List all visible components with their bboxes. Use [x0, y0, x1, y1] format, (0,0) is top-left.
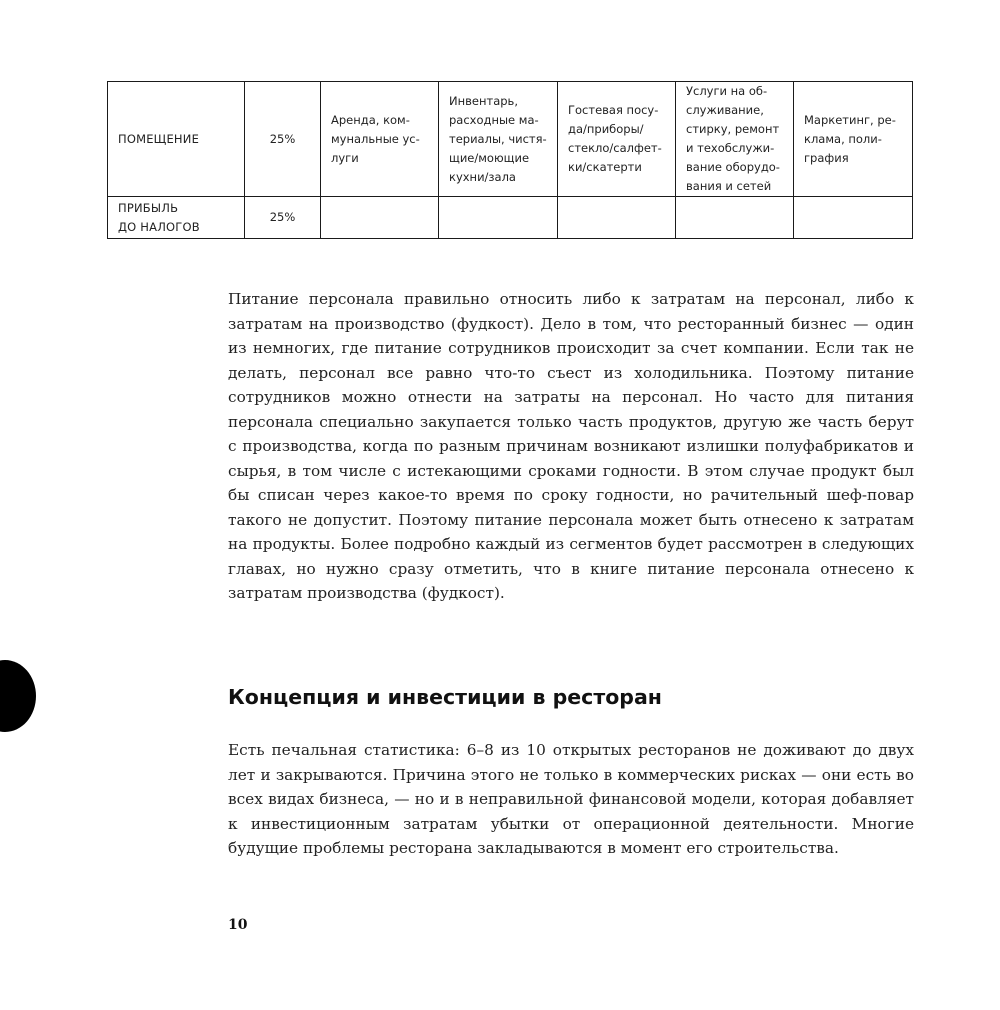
- section-heading: Концепция и инвестиции в ресторан: [228, 685, 662, 709]
- table-cell: Аренда, ком- мунальные ус- луги: [321, 82, 439, 197]
- table-cell: [558, 197, 676, 239]
- table-cell: Инвентарь, расходные ма- териалы, чистя- щие/моющие кухни/зала: [439, 82, 558, 197]
- paragraph-statistics: Есть печальная статистика: 6–8 из 10 открытых ресторанов не доживают до двух лет и закрываются. Причина этого не только в коммерческих рисках — они есть во всех видах бизнеса, — но и в неправильной финансовой модели, которая добавляет к инвестиционным затратам убытки от операционной деятельности. Многие будущие проблемы ресторана закладываются в момент его строительства.: [228, 741, 914, 857]
- table-cell: Гостевая посу- да/приборы/ стекло/салфет- ки/скатерти: [558, 82, 676, 197]
- table-cell: [439, 197, 558, 239]
- row-category: ПОМЕЩЕНИЕ: [108, 82, 245, 197]
- row-category: ПРИБЫЛЬ ДО НАЛОГОВ: [108, 197, 245, 239]
- cost-structure-table: [107, 81, 913, 239]
- row-percent: 25%: [245, 82, 321, 197]
- page-number: 10: [228, 917, 248, 933]
- row-percent: 25%: [245, 197, 321, 239]
- table-row: [108, 197, 913, 239]
- table-cell: [676, 197, 794, 239]
- paragraph-staff-meals: Питание персонала правильно относить либо к затратам на персонал, либо к затратам на производство (фудкост). Дело в том, что ресторанный бизнес — один из немногих, где питание сотрудников происходит за счет компании. Если так не делать, персонал все равно что-то съест из холодильника. Поэтому питание сотрудников можно отнести на затраты на персонал. Но часто для питания персонала специально закупается только часть продуктов, другую же часть берут с производства, когда по разным причинам возникают излишки полуфабрикатов и сырья, в том числе с истекающими сроками годности. В этом случае продукт был бы списан через какое-то время по сроку годности, но рачительный шеф-повар такого не допустит. Поэтому питание персонала может быть отнесено к затратам на продукты. Более подробно каждый из сегментов будет рассмотрен в следующих главах, но нужно сразу отметить, что в книге питание персонала отнесено к затратам производства (фудкост).: [228, 290, 914, 602]
- table-cell: Маркетинг, ре- клама, поли- графия: [794, 82, 913, 197]
- table-cell: [321, 197, 439, 239]
- table-cell: Услуги на об- служивание, стирку, ремонт и техобслужи- вание оборудо- вания и сетей: [676, 82, 794, 197]
- table-row: [108, 82, 913, 197]
- table-cell: [794, 197, 913, 239]
- chapter-edge-tab: [0, 660, 36, 732]
